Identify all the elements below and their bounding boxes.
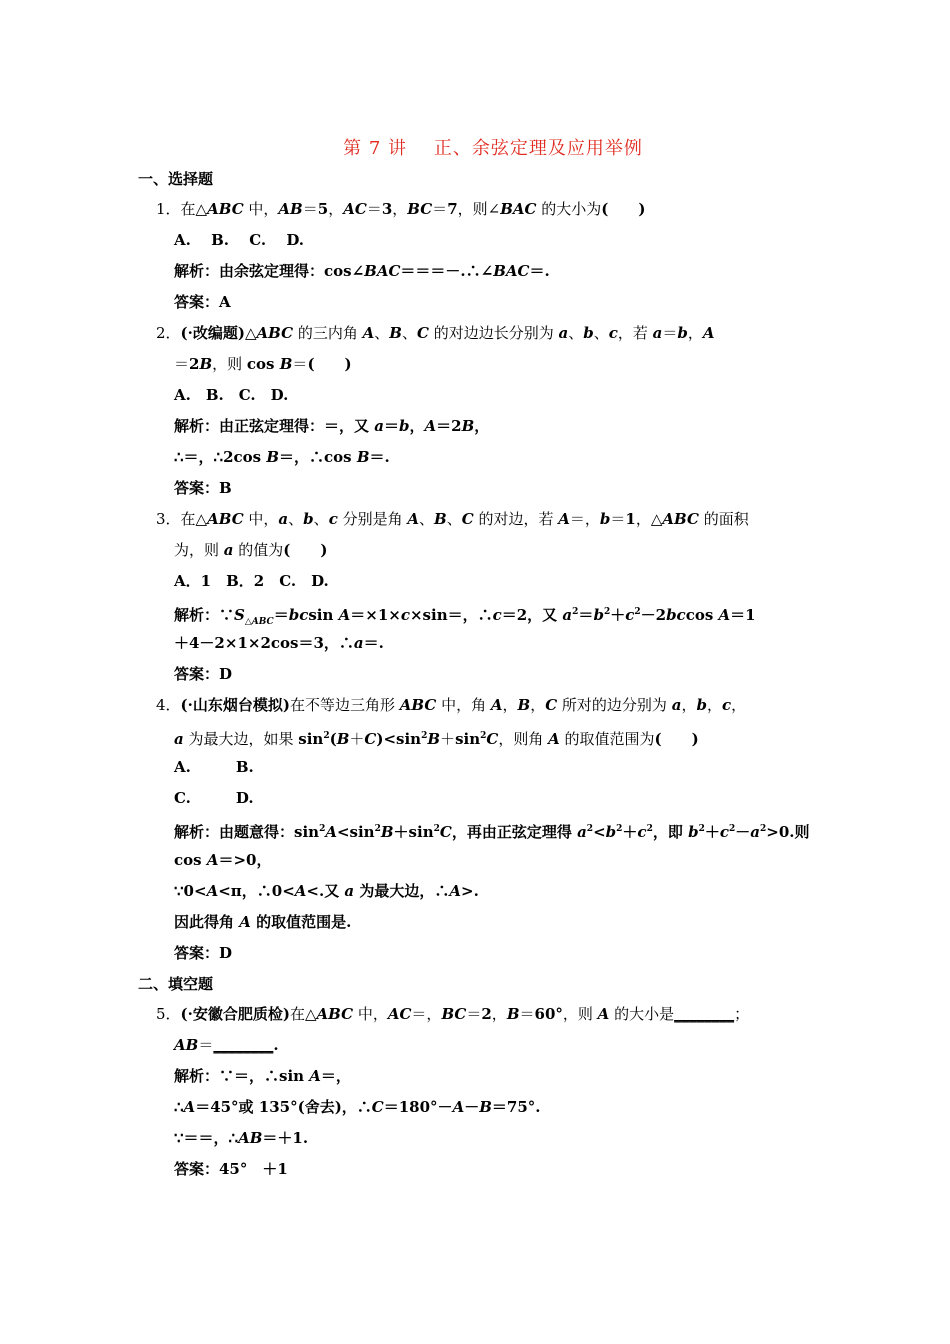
text-line-15: 解析：$\because S_{\triangle ABC}=bcsin$ A＝×1×c×sin＝，∴c＝2，又 $a^2=b^2+c^2-2bccos$ A＝1 [174,606,756,627]
text-line-18: 4．(·山东烟台模拟)在不等边三角形 ABC 中，角 A，B，C 所对的边分别为 a，b，c， [156,696,747,714]
text-line-27: 二、填空题 [138,975,214,993]
text-line-10: ∴＝，∴2cos B＝，∴cos B＝. [174,448,390,466]
text-line-1: 一、选择题 [138,170,214,188]
text-line-29: AB＝________. [174,1036,279,1054]
text-line-24: ∵0<A<π，∴0<A<.又 a 为最大边，∴A>. [174,882,479,900]
text-line-7: ＝2B，则 cos B＝( ) [174,355,352,373]
text-line-19: a 为最大边，如果 $\sin^2(B+C)<\sin^2B+\sin^2C$，则角 A 的取值范围为( ) [174,730,699,748]
text-line-21: C. D. [174,789,254,807]
text-line-22: 解析：由题意得：$\sin^2A<\sin^2B+\sin^2C$，再由正弦定理得 $a^2<b^2+c^2$，即 $b^2+c^2-a^2>0$.则 [174,823,810,841]
text-line-14: A．1 B．2 C. D. [174,572,329,590]
text-line-9: 解析：由正弦定理得：＝，又 a＝b，A＝2B， [174,417,490,435]
text-line-13: 为，则 a 的值为( ) [174,541,328,559]
text-line-26: 答案：D [174,944,233,962]
text-line-5: 答案：A [174,293,231,311]
text-line-8: A. B. C. D. [174,386,289,404]
page-title: 第 7 讲 正、余弦定理及应用举例 [343,138,643,159]
text-line-32: ∵＝＝，∴AB＝＋1. [174,1129,309,1147]
text-line-23: cos A＝>0， [174,851,272,869]
text-line-17: 答案：D [174,665,233,683]
text-line-33: 答案：45° ＋1 [174,1160,288,1178]
text-line-28: 5．(·安徽合肥质检)在△ABC 中，AC＝，BC＝2，B＝60°，则 A 的大小是________； [156,1005,750,1023]
text-line-6: 2．(·改编题)△ABC 的三内角 A、B、C 的对边边长分别为 a、b、c，若 a＝b，A [156,324,715,342]
text-line-31: ∴A＝45°或 135°(舍去)，∴C＝180°－A－B＝75°. [174,1098,541,1116]
text-line-12: 3．在△ABC 中，a、b、c 分别是角 A、B、C 的对边，若 A＝，b＝1，△ABC 的面积 [156,510,749,528]
text-line-4: 解析：由余弦定理得：cos∠BAC＝＝＝－.∴∠BAC＝. [174,262,550,280]
text-line-2: 1．在△ABC 中，AB＝5，AC＝3，BC＝7，则∠BAC 的大小为( ) [156,200,646,218]
text-line-25: 因此得角 A 的取值范围是. [174,913,352,931]
text-line-30: 解析：∵＝，∴sin A＝， [174,1067,351,1085]
text-line-16: ＋4－2×1×2cos＝3，∴a＝. [174,634,384,652]
text-line-11: 答案：B [174,479,232,497]
text-line-20: A. B. [174,758,254,776]
text-line-3: A. B. C. D. [174,231,305,249]
